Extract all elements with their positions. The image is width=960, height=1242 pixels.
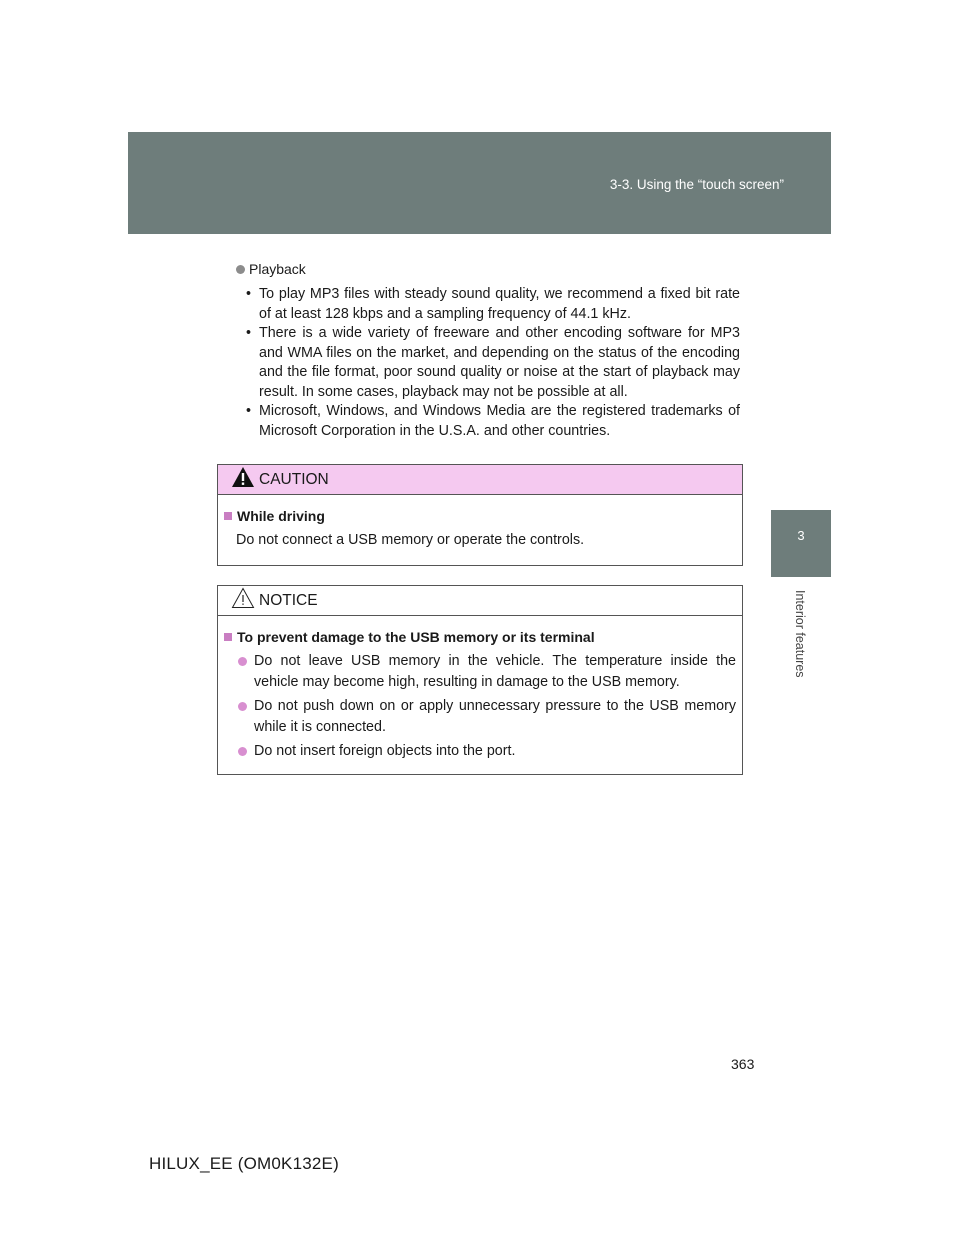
notice-subheading: To prevent damage to the USB memory or its terminal <box>224 627 736 647</box>
square-bullet-icon <box>224 512 232 520</box>
chapter-tab <box>771 510 831 577</box>
square-bullet-icon <box>224 633 232 641</box>
circle-bullet-icon <box>238 747 247 756</box>
caution-header <box>218 465 742 495</box>
notice-box <box>217 585 743 775</box>
list-item: • To play MP3 files with steady sound quality, we recommend a fixed bit rate of at least 128 kbps and a sampling frequency of 44.1 kHz. <box>246 286 740 322</box>
bullet-mark: • <box>246 325 252 341</box>
bullet-mark: • <box>246 286 252 302</box>
playback-heading <box>236 259 740 280</box>
playback-section <box>228 259 740 441</box>
notice-header <box>218 586 742 616</box>
playback-list <box>228 285 740 441</box>
caution-box <box>217 464 743 566</box>
list-item: • There is a wide variety of freeware and other encoding software for MP3 and WMA files on the market, and depending on the status of the encoding and the file format, poor sound quality or noise at the start of playback may result. In some cases, playback may not be possible at all. <box>246 325 740 400</box>
section-title: 3-3. Using the “touch screen” <box>609 177 784 192</box>
header-band <box>128 132 831 234</box>
footer-model-code: HILUX_EE (OM0K132E) <box>149 1154 339 1173</box>
circle-bullet-icon <box>238 702 247 711</box>
warning-icon <box>231 466 255 488</box>
caution-subheading: While driving <box>224 506 736 526</box>
page-number: 363 <box>731 1056 755 1072</box>
notice-item: Do not insert foreign objects into the port. <box>224 741 736 762</box>
caution-text: Do not connect a USB memory or operate the controls. <box>236 532 585 548</box>
caution-title: CAUTION <box>259 471 329 488</box>
notice-item: Do not push down on or apply unnecessary pressure to the USB memory while it is connected. <box>224 696 736 737</box>
notice-item: Do not leave USB memory in the vehicle. The temperature inside the vehicle may become high, resulting in damage to the USB memory. <box>224 651 736 692</box>
circle-bullet-icon <box>236 265 245 274</box>
chapter-label: Interior features <box>793 590 807 678</box>
circle-bullet-icon <box>238 657 247 666</box>
list-item: • Microsoft, Windows, and Windows Media are the registered trademarks of Microsoft Corporation in the U.S.A. and other countries. <box>246 403 740 439</box>
chapter-number: 3 <box>797 528 805 543</box>
playback-heading-text: Playback <box>249 261 306 277</box>
notice-title: NOTICE <box>259 592 318 609</box>
notice-icon <box>231 587 255 609</box>
bullet-mark: • <box>246 403 252 419</box>
